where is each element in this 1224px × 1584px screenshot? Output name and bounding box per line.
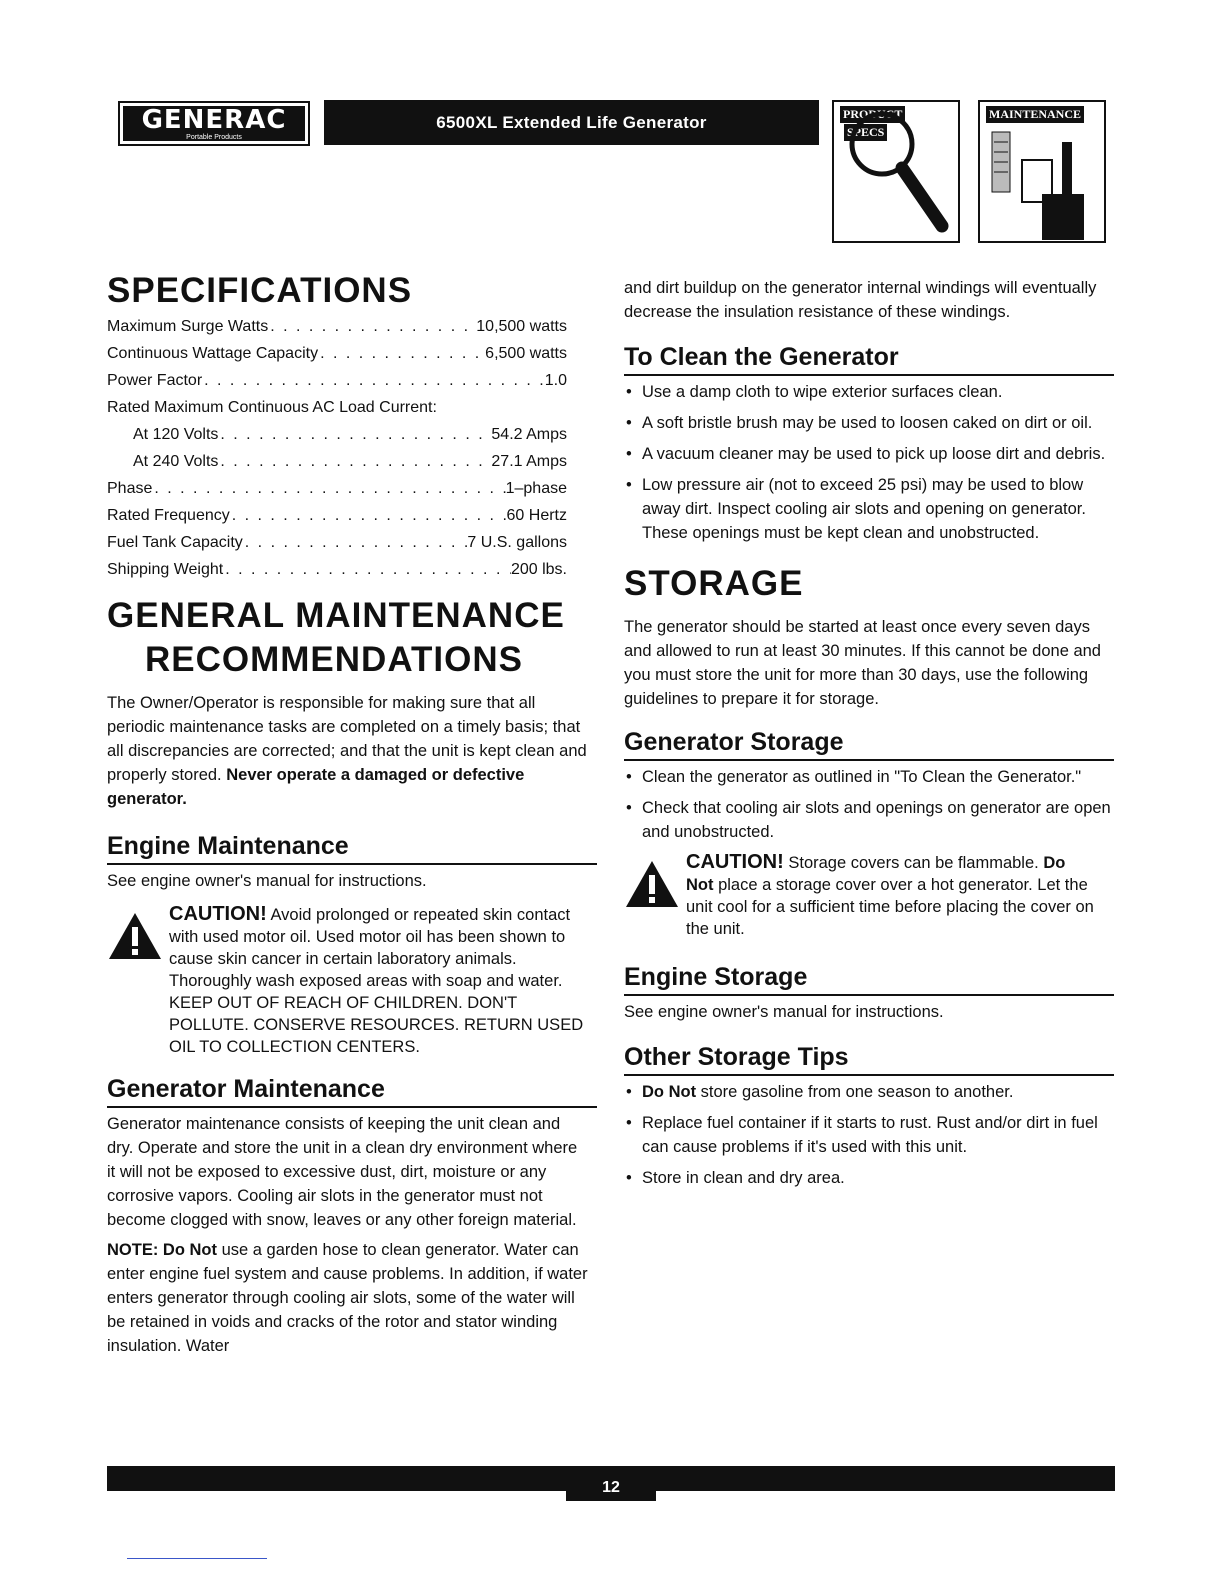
- other-storage-tips-heading: Other Storage Tips: [624, 1042, 1114, 1076]
- caution-text: Avoid prolonged or repeated skin contact with used motor oil. Used motor oil has been shown to cause skin cancer in certain laboratory animals. Thoroughly wash exposed areas with soap and water.: [169, 906, 571, 990]
- badge-maint-label: MAINTENANCE: [986, 106, 1084, 123]
- spec-value: 1–phase: [505, 480, 567, 497]
- spec-label: Shipping Weight: [107, 561, 224, 578]
- engine-storage-text: See engine owner's manual for instructions.: [624, 1003, 944, 1021]
- list-item: • Use a damp cloth to wipe exterior surfaces clean.: [624, 380, 1114, 404]
- generator-note: [107, 1238, 589, 1358]
- generator-storage-list: [624, 765, 1114, 844]
- list-item: • Store in clean and dry area.: [624, 1166, 1114, 1190]
- spec-value: 7 U.S. gallons: [467, 534, 567, 551]
- caution-label: CAUTION!: [169, 903, 267, 925]
- spec-row: [107, 394, 567, 421]
- spec-row: [107, 421, 567, 448]
- spec-label: Fuel Tank Capacity: [107, 534, 243, 551]
- spec-value: 1.0: [544, 372, 567, 389]
- general-intro-bold: Never operate a damaged or defective generator.: [107, 766, 525, 808]
- list-item: • Clean the generator as outlined in "To Clean the Generator.": [624, 765, 1114, 789]
- list-item: • Check that cooling air slots and openings on generator are open and unobstructed.: [624, 796, 1114, 844]
- spec-label: Rated Maximum Continuous AC Load Current:: [107, 399, 437, 416]
- spec-label: Phase: [107, 480, 153, 497]
- spec-row: [107, 556, 567, 583]
- spec-value: 6,500 watts: [485, 345, 567, 362]
- logo-text: GENERAC: [141, 105, 287, 135]
- spec-value: 27.1 Amps: [491, 453, 567, 470]
- spec-value: 10,500 watts: [476, 318, 567, 335]
- logo-subtext: Portable Products: [186, 134, 242, 141]
- right-column: [624, 276, 1114, 1197]
- spec-row: [107, 367, 567, 394]
- spec-row: [107, 340, 567, 367]
- spec-label: Continuous Wattage Capacity: [107, 345, 319, 362]
- to-clean-list: [624, 380, 1114, 545]
- spec-row: [107, 529, 567, 556]
- link-underline: [127, 1558, 267, 1559]
- to-clean-heading: To Clean the Generator: [624, 342, 1114, 376]
- continued-text: and dirt buildup on the generator internal windings will eventually decrease the insulation resistance of these windings.: [624, 279, 1097, 321]
- spec-label: Maximum Surge Watts: [107, 318, 269, 335]
- caution-text: Storage covers can be flammable.: [788, 854, 1039, 872]
- specifications-table: [107, 313, 597, 583]
- storage-heading: STORAGE: [624, 564, 804, 603]
- spec-row: [107, 313, 567, 340]
- badge-specs-label-2: SPECS: [844, 124, 887, 141]
- caution-bold: Do Not: [686, 854, 1066, 894]
- tip-text: store gasoline from one season to another.: [700, 1083, 1014, 1101]
- engine-maintenance-heading: Engine Maintenance: [107, 831, 597, 865]
- general-maintenance-heading: GENERAL MAINTENANCE: [107, 596, 565, 635]
- list-item: • Replace fuel container if it starts to rust. Rust and/or dirt in fuel can cause problems if it's used with this unit.: [624, 1111, 1114, 1159]
- warning-triangle-icon: [107, 911, 163, 961]
- maintenance-tools-icon: [980, 102, 1104, 241]
- spec-label: Power Factor: [107, 372, 203, 389]
- list-item: • A vacuum cleaner may be used to pick up loose dirt and debris.: [624, 442, 1114, 466]
- list-item: • Low pressure air (not to exceed 25 psi) may be used to blow away dirt. Inspect cooling air slots and opening on generator. These openings must be kept clean and unobstructed.: [624, 473, 1114, 545]
- spec-value: 60 Hertz: [506, 507, 567, 524]
- document-title: 6500XL Extended Life Generator: [324, 100, 819, 145]
- recommendations-heading: RECOMMENDATIONS: [145, 640, 523, 679]
- spec-value: 54.2 Amps: [491, 426, 567, 443]
- spec-label: Rated Frequency: [107, 507, 230, 524]
- page-number: 12: [566, 1475, 656, 1501]
- list-item: [624, 1080, 1114, 1104]
- specifications-heading: SPECIFICATIONS: [107, 271, 413, 310]
- tip-bold: Do Not: [642, 1083, 697, 1101]
- spec-label: At 120 Volts: [133, 426, 219, 443]
- note-text: use a garden hose to clean generator. Water can enter engine fuel system and cause problems. In addition, if water enters generator through cooling air slots, some of the water will be retained in voids and cracks of the rotor and stator winding insulation. Water: [107, 1241, 588, 1355]
- engine-caution: [107, 903, 589, 1058]
- engine-maintenance-text: See engine owner's manual for instructions.: [107, 872, 427, 890]
- spec-value: 200 lbs.: [510, 561, 567, 578]
- caution-label: CAUTION!: [686, 851, 784, 873]
- generac-logo: [118, 101, 310, 146]
- product-specs-badge: [832, 100, 960, 243]
- list-item: • A soft bristle brush may be used to loosen caked on dirt or oil.: [624, 411, 1114, 435]
- badge-specs-label-1: PRODUCT: [840, 106, 905, 123]
- spec-row: [107, 448, 567, 475]
- other-tips-list: [624, 1080, 1114, 1190]
- left-column: [107, 272, 597, 1358]
- storage-text: The generator should be started at least once every seven days and allowed to run at least 30 minutes. If this cannot be done and you must store the unit for more than 30 days, use the following guidelines to prepare it for storage.: [624, 618, 1101, 708]
- general-intro-text: The Owner/Operator is responsible for making sure that all periodic maintenance tasks are completed on a timely basis; that all discrepancies are corrected; and that the unit is kept clean and properly stored.: [107, 694, 587, 784]
- magnifying-glass-icon: [834, 102, 958, 241]
- spec-row: [107, 502, 567, 529]
- note-label: NOTE: Do Not: [107, 1241, 217, 1259]
- general-intro: [107, 691, 589, 811]
- caution-text-2: place a storage cover over a hot generator. Let the unit cool for a sufficient time before placing the cover on the unit.: [686, 876, 1094, 938]
- generator-storage-heading: Generator Storage: [624, 727, 1114, 761]
- maintenance-badge: [978, 100, 1106, 243]
- engine-storage-heading: Engine Storage: [624, 962, 1114, 996]
- caution-caps-text: KEEP OUT OF REACH OF CHILDREN. DON'T POLLUTE. CONSERVE RESOURCES. RETURN USED OIL TO COLLECTION CENTERS.: [169, 994, 584, 1056]
- spec-row: [107, 475, 567, 502]
- warning-triangle-icon: [624, 859, 680, 909]
- generator-maintenance-text: Generator maintenance consists of keeping the unit clean and dry. Operate and store the unit in a clean dry environment where it will not be exposed to excessive dust, dirt, moisture or any corrosive vapors. Cooling air slots in the generator must not become clogged with snow, leaves or any other foreign material.: [107, 1115, 578, 1229]
- generator-maintenance-heading: Generator Maintenance: [107, 1074, 597, 1108]
- storage-caution: [624, 851, 1094, 940]
- spec-label: At 240 Volts: [133, 453, 219, 470]
